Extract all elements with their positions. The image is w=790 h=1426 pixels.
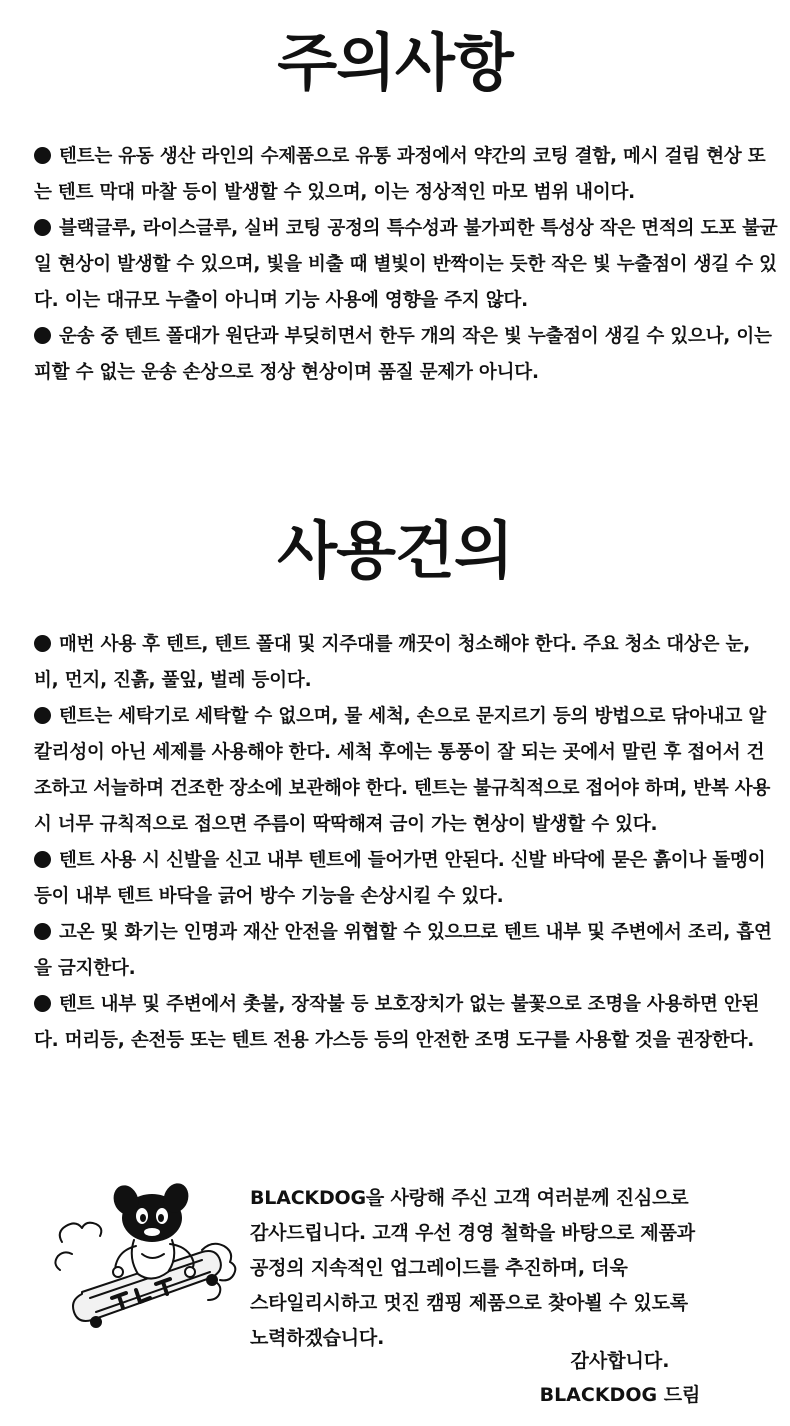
caution-item [34,211,779,319]
caution-item [34,319,779,391]
closing-message [250,1181,780,1356]
bullet-icon [34,923,51,940]
usage-list [34,627,779,1059]
closing-message-line: 노력하겠습니다. [250,1327,385,1349]
dog-mascot-skateboard-icon [52,1180,242,1330]
bullet-icon [34,327,51,344]
bullet-icon [34,635,51,652]
closing-message-line: 감사드립니다. 고객 우선 경영 철학을 바탕으로 제품과 [250,1222,695,1244]
usage-item-text: 텐트 내부 및 주변에서 촛불, 장작불 등 보호장치가 없는 불꽃으로 조명을 사용하면 안된다. 머리등, 손전등 또는 텐트 전용 가스등 등의 안전한 조명 도구를 사용할 것을 권장한다. [34,994,760,1051]
caution-list [34,139,779,391]
usage-item [34,627,779,699]
bullet-icon [34,219,51,236]
usage-item [34,699,779,843]
bullet-icon [34,147,51,164]
usage-title: 사용건의 [277,514,513,587]
usage-item-text: 텐트 사용 시 신발을 신고 내부 텐트에 들어가면 안된다. 신발 바닥에 묻은 흙이나 돌멩이 등이 내부 텐트 바닥을 긁어 방수 기능을 손상시킬 수 있다. [34,850,766,907]
usage-item-text: 매번 사용 후 텐트, 텐트 폴대 및 지주대를 깨끗이 청소해야 한다. 주요 청소 대상은 눈, 비, 먼지, 진흙, 풀잎, 벌레 등이다. [34,634,750,691]
usage-item [34,987,779,1059]
closing-message-line: 공정의 지속적인 업그레이드를 추진하며, 더욱 [250,1257,628,1279]
closing-message-line: BLACKDOG을 사랑해 주신 고객 여러분께 진심으로 [250,1187,689,1209]
bullet-icon [34,851,51,868]
caution-item-text: 텐트는 유동 생산 라인의 수제품으로 유통 과정에서 약간의 코팅 결함, 메시 걸림 현상 또는 텐트 막대 마찰 등이 발생할 수 있으며, 이는 정상적인 마모 범위 내이다. [34,146,766,203]
bullet-icon [34,707,51,724]
usage-item [34,915,779,987]
thanks-text: 감사합니다. [570,1350,670,1372]
caution-item [34,139,779,211]
signature-text: BLACKDOG 드림 [539,1384,701,1406]
caution-item-text: 운송 중 텐트 폴대가 원단과 부딪히면서 한두 개의 작은 빛 누출점이 생길 수 있으나, 이는 피할 수 없는 운송 손상으로 정상 현상이며 품질 문제가 아니다. [34,326,772,383]
closing-message-line: 스타일리시하고 멋진 캠핑 제품으로 찾아뵐 수 있도록 [250,1292,688,1314]
caution-item-text: 블랙글루, 라이스글루, 실버 코팅 공정의 특수성과 불가피한 특성상 작은 면적의 도포 불균일 현상이 발생할 수 있으며, 빛을 비출 때 별빛이 반짝이는 듯한 작은 빛 누출점이 생길 수 있다. 이는 대규모 누출이 아니며 기능 사용에 영향을 주지 않다. [34,218,778,311]
usage-item-text: 고온 및 화기는 인명과 재산 안전을 위협할 수 있으므로 텐트 내부 및 주변에서 조리, 흡연을 금지한다. [34,922,772,979]
usage-item-text: 텐트는 세탁기로 세탁할 수 없으며, 물 세척, 손으로 문지르기 등의 방법으로 닦아내고 알칼리성이 아닌 세제를 사용해야 한다. 세척 후에는 통풍이 잘 되는 곳에서 말린 후 접어서 건조하고 서늘하며 건조한 장소에 보관해야 한다. 텐트는 불규칙적으로 접어야 하며, 반복 사용 시 너무 규칙적으로 접으면 주름이 딱딱해져 금이 가는 현상이 발생할 수 있다. [34,706,771,835]
usage-item [34,843,779,915]
caution-title: 주의사항 [277,26,513,99]
bullet-icon [34,995,51,1012]
